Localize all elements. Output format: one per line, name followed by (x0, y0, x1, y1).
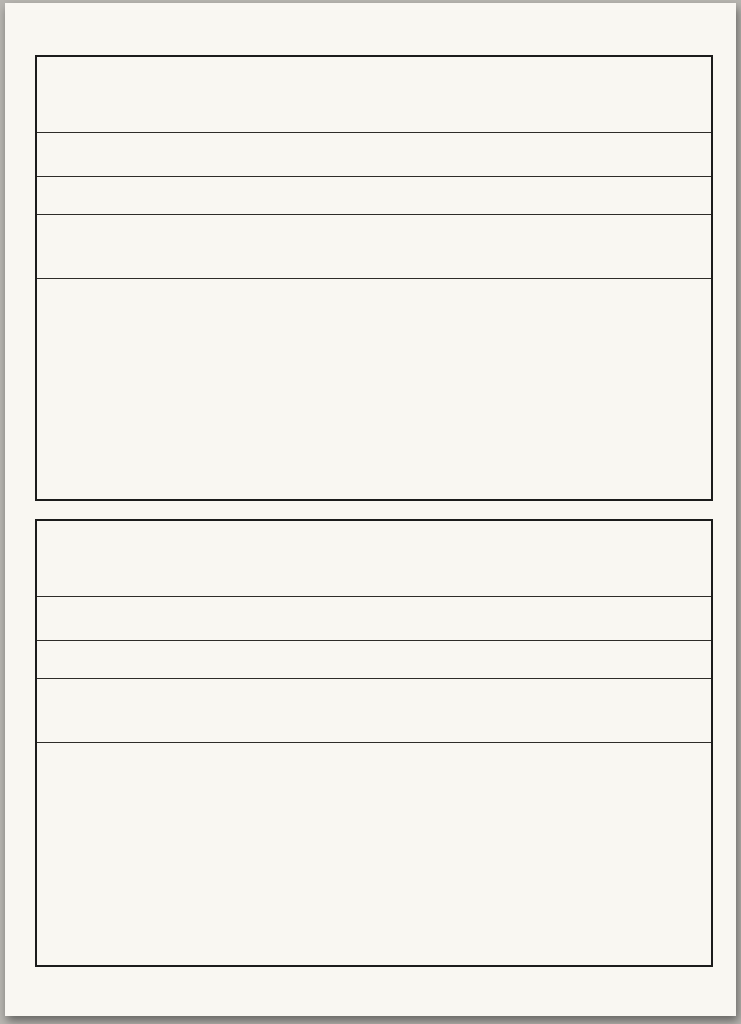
header-age-cell (37, 177, 711, 215)
header-alias-cell (37, 597, 711, 641)
roster-table-upper (35, 55, 713, 501)
header-name-cell (37, 57, 711, 133)
header-origin-cell (37, 215, 711, 279)
header-origin-cell (37, 679, 711, 743)
field-header-column (37, 57, 711, 499)
header-age-cell (37, 641, 711, 679)
scan-page (5, 3, 736, 1016)
roster-table-lower (35, 519, 713, 967)
header-alias-cell (37, 133, 711, 177)
header-address-cell (37, 279, 711, 499)
header-name-cell (37, 521, 711, 597)
field-header-column (37, 521, 711, 965)
header-address-cell (37, 743, 711, 965)
